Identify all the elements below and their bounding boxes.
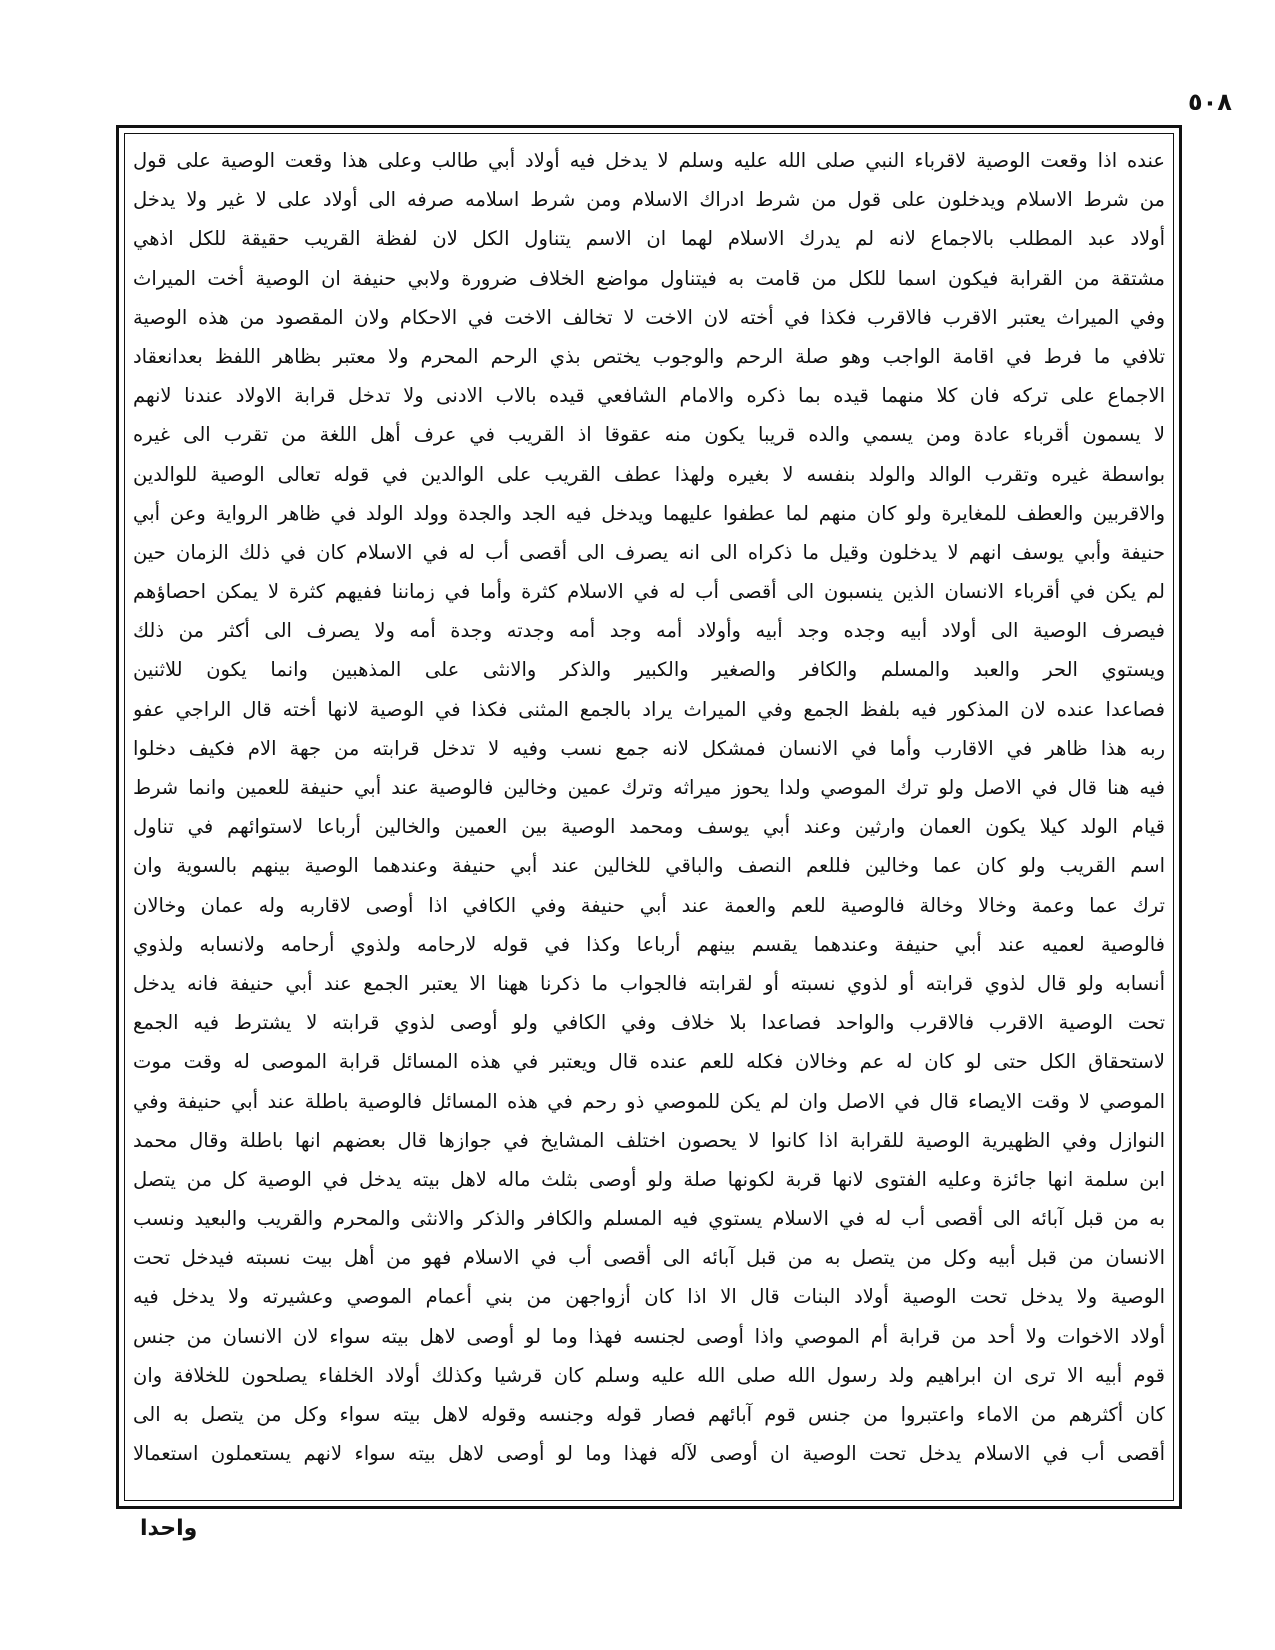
text-line: أولاد عبد المطلب بالاجماع لانه لم يدرك الاسلام لهما ان الاسم يتناول الكل لان لفظة القريب حقيقة للكل اذهي — [133, 227, 1165, 251]
text-line: أقصى أب في الاسلام يدخل تحت الوصية ان أوصى لآله فهذا وما لو أوصى لاهل بيته سواء لانهم يستعملون استعمالا — [133, 1442, 1165, 1466]
text-line: عنده اذا وقعت الوصية لاقرباء النبي صلى الله عليه وسلم لا يدخل فيه أولاد أبي طالب وعلى هذا وقعت الوصية على قول — [133, 149, 1165, 172]
text-line: ربه هذا ظاهر في الاقارب وأما في الانسان فمشكل لانه جمع نسب وفيه لا تدخل قرابته من جهة الام فكيف دخلوا — [133, 736, 1165, 760]
page-number: ٥٠٨ — [1188, 88, 1232, 116]
text-line: كان أكثرهم من الاماء واعتبروا من جنس قوم آبائهم فصار قوله وجنسه وقوله لاهل بيته سواء وكل من يتصل به الى — [133, 1403, 1165, 1426]
text-line: فصاعدا عنده لان المذكور فيه بلفظ الجمع وفي الميراث يراد بالجمع المثنى فكذا في الوصية لانها أخته قال الراجي عفو — [133, 697, 1165, 721]
text-line: لا يسمون أقرباء عادة ومن يسمي والده قريبا يكون منه عقوقا اذ القريب في عرف أهل اللغة من تقرب الى غيره — [133, 423, 1165, 447]
text-line: لم يكن في أقرباء الانسان الذين ينسبون الى أقصى أب له في الاسلام كثرة وأما في زماننا ففيهم كثرة لا يمكن احصاؤهم — [133, 580, 1165, 604]
text-line: تحت الوصية الاقرب فالاقرب والواحد فصاعدا بلا خلاف وفي الكافي ولو أوصى لذوي قرابته لا يشترط فيه الجمع — [133, 1011, 1165, 1035]
text-line: لاستحقاق الكل حتى لو كان له عم وخالان فكله للعم عنده قال ويعتبر في هذه المسائل قرابة الموصى له وقت موت — [133, 1050, 1165, 1074]
text-line: الموصي لا وقت الايصاء قال في الاصل وان لم يكن للموصي ذو رحم في هذه المسائل فالوصية باطلة عند أبي حنيفة وفي — [133, 1089, 1165, 1113]
catchword: واحدا — [140, 1516, 198, 1541]
text-line: الوصية ولا يدخل تحت الوصية أولاد البنات قال الا اذا كان أزواجهن من بني أعمام الموصي وعشيرته ولا يدخل فيه — [133, 1285, 1165, 1309]
text-line: وفي الميراث يعتبر الاقرب فالاقرب فكذا في أخته لان الاخت لا تخالف الاخت في الاحكام ولان المقصود من هذه الوصية — [133, 305, 1165, 329]
text-line: الانسان من قبل أبيه وكل من يتصل به من قبل آبائه الى أقصى أب في الاسلام فهو من أهل بيت نسبته فيدخل تحت — [133, 1246, 1165, 1270]
text-line: فيصرف الوصية الى أولاد أبيه وجده وجد أبيه وأولاد أمه وجد أمه وجدته وجدة أمه ولا يصرف الى أكثر من ذلك — [133, 619, 1165, 643]
text-line: حنيفة وأبي يوسف انهم لا يدخلون وقيل ما ذكراه الى انه يصرف الى أقصى أب له في الاسلام كان في ذلك الزمان حين — [133, 540, 1165, 564]
text-line: من شرط الاسلام ويدخلون على قول من شرط ادراك الاسلام ومن شرط اسلامه صرفه الى أولاد على لا غير ولا يدخل — [133, 188, 1165, 212]
text-line: النوازل وفي الظهيرية الوصية للقرابة اذا كانوا لا يحصون اختلف المشايخ في جوازها قال بعضهم انها باطلة وقال محمد — [133, 1128, 1165, 1152]
text-line: مشتقة من القرابة فيكون اسما للكل من قامت به فيتناول مواضع الخلاف ضرورة ولابي حنيفة ان الوصية أخت الميراث — [133, 266, 1165, 290]
text-line: ابن سلمة انها جائزة وعليه الفتوى لانها قربة لكونها صلة ولو أوصى بثلث ماله لاهل بيته يدخل في الوصية كل من يتصل — [133, 1167, 1165, 1191]
text-line: الاجماع على تركه فان كلا منهما قيده بما ذكره والامام الشافعي قيده بالاب الادنى ولا تدخل قرابة الاولاد عندنا لانهم — [133, 384, 1165, 408]
text-line: ويستوي الحر والعبد والمسلم والكافر والصغير والكبير والذكر والانثى على المذهبين وانما يكون للاثنين — [133, 658, 1165, 682]
text-line: به من قبل آبائه الى أقصى أب له في الاسلام يستوي فيه المسلم والكافر والذكر والانثى والمحرم والقريب والبعيد ونسب — [133, 1207, 1165, 1231]
text-line: قوم أبيه الا ترى ان ابراهيم ولد رسول الله صلى الله عليه وسلم كان قرشيا وكذلك أولاد الخلفاء يصلحون للخلافة وان — [133, 1363, 1165, 1387]
text-line: فالوصية لعميه عند أبي حنيفة وعندهما يقسم بينهم أرباعا وكذا في قوله لارحامه ولذوي أرحامه ولانسابه ولذوي — [133, 932, 1165, 956]
text-line: أولاد الاخوات ولا أحد من قرابة أم الموصي واذا أوصى لجنسه فهذا وما لو أوصى لاهل بيته سواء لان الانسان من جنس — [133, 1324, 1165, 1348]
text-line: اسم القريب ولو كان عما وخالين فللعم النصف والباقي للخالين عند أبي حنيفة وعندهما الوصية بينهم بالسوية وان — [133, 854, 1165, 878]
text-line: ترك عما وعمة وخالا وخالة فالوصية للعم والعمة عند أبي حنيفة وفي الكافي اذا أوصى لاقاربه وله عمان وخالان — [133, 893, 1165, 917]
text-line: والاقربين والعطف للمغايرة ولو كان منهم لما عطفوا عليهما ويدخل فيه الجد والجدة وولد الولد في ظاهر الرواية وعن أبي — [133, 501, 1165, 525]
text-line: أنسابه ولو قال لذوي قرابته أو لذوي نسبته أو لقرابته فالجواب ما ذكرنا ههنا الا يعتبر الجمع عند أبي حنيفة فانه يدخل — [133, 971, 1165, 995]
text-line: تلافي ما فرط في اقامة الواجب وهو صلة الرحم والوجوب يختص بذي الرحم المحرم ولا معتبر بظاهر اللفظ بعدانعقاد — [133, 344, 1165, 368]
text-line: قيام الولد كيلا يكون العمان وارثين وعند أبي يوسف ومحمد الوصية بين العمين والخالين أرباعا لاستوائهم في تناول — [133, 815, 1165, 839]
text-block — [133, 141, 1165, 1496]
text-line: بواسطة غيره وتقرب الوالد والولد بنفسه لا بغيره ولهذا عطف القريب على الوالدين في قوله تعالى الوصية للوالدين — [133, 462, 1165, 486]
text-frame — [116, 125, 1182, 1509]
text-line: فيه هنا قال في الاصل ولو ترك الموصي ولدا يحوز ميراثه وترك عمين وخالين فالوصية عند أبي حنيفة للعمين وانما شرط — [133, 776, 1165, 799]
